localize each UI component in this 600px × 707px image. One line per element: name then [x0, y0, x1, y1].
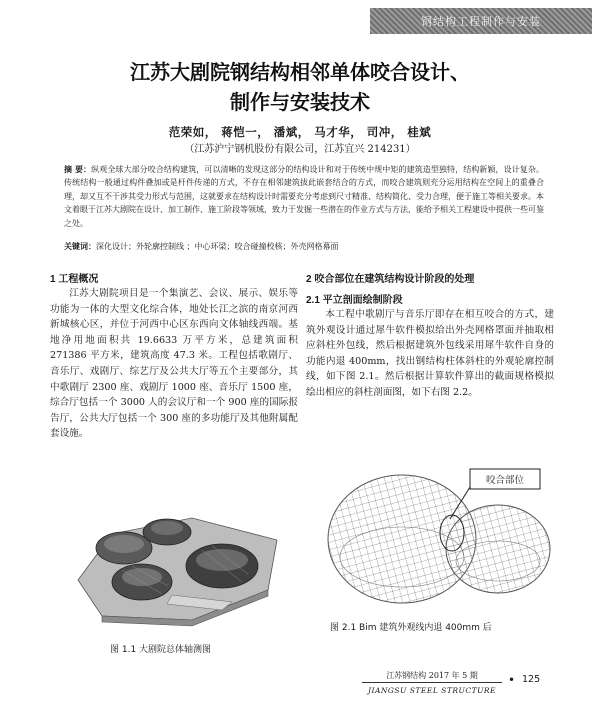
section-2-1-heading: 2.1 平立剖面绘制阶段 [306, 295, 403, 306]
abstract-text: 纵观全球大部分咬合结构建筑，可以清晰的发现这部分的结构设计和对于传统中规中矩的建筑造型独特，结构新颖，设计复杂。传统结构一般通过构件叠加或是杆件传递的方式，不存在相邻建筑拔此嵌套结合的方式，而咬合建筑则充分运用结构在空间上的重叠合理，却又互不干涉其受力形式与范围，这就要求在结构设计时需要充分考虑到尺寸精准、结构简化、受力合理，便于施工等相关要求。本文着眼于江苏大剧院在设计、加工制作、施工阶段等领域，致力于发掘一些潜在的作业方式与方法，能给予相关工程建设中提供一些可鉴之处。 [64, 165, 544, 228]
affiliation: （江苏沪宁钢机股份有限公司，江苏宜兴 214231） [184, 144, 416, 155]
footer-bullet: • [508, 673, 516, 687]
overlap-callout-label: 咬合部位 [485, 475, 524, 486]
abstract-label: 摘 要： [64, 165, 92, 174]
figure-2-1-image [320, 457, 552, 625]
footer-journal-english: JIANGSU STEEL STRUCTURE [367, 686, 497, 695]
section-2-heading: 2 咬合部位在建筑结构设计阶段的处理 [306, 274, 475, 285]
theater-axonometric-drawing [72, 470, 282, 628]
abstract [64, 163, 544, 230]
figure-2-1-caption: 图 2.1 Bim 建筑外观线内退 400mm 后 [330, 623, 492, 633]
title-line-2: 制作与安装技术 [230, 92, 370, 114]
section-1-paragraph: 江苏大剧院项目是一个集演艺、会议、展示、娱乐等功能为一体的大型文化综合体，地处长江之滨的南京河西新城核心区，并位于河西中心区东西向文体轴线西端。基地净用地面积共 19.6633 万平方米，总建筑面积 271386 平方米，建筑高度 47.3 米。工程包括歌剧厅、音乐厅、戏剧厅、综艺厅及公共大厅等五个主要部分，其中歌剧厅 2300 座、戏剧厅 1000 座、音乐厅 1500 座，综合厅包括一个 3000 人的会议厅和一个 900 座的国际报告厅，公共大厅包括一个 300 座的多功能厅及其他附属配套设施。 [50, 288, 298, 440]
title-line-1: 江苏大剧院钢结构相邻单体咬合设计、 [130, 62, 470, 84]
page-number: 125 [522, 674, 541, 685]
figure-1-1-caption: 图 1.1 大剧院总体轴测图 [110, 645, 212, 655]
footer-journal: 江苏钢结构 2017 年 5 期 [386, 671, 478, 680]
section-1-heading: 1 工程概况 [50, 274, 99, 285]
section-banner-text: 钢结构工程制作与安装 [421, 16, 541, 28]
keywords-text: 深化设计；外轮廓控制线 ；中心环梁；咬合碰撞校核；外壳网格幕面 [96, 242, 339, 251]
section-2-1-paragraph: 本工程中歌剧厅与音乐厅即存在相互咬合的方式，建筑外观设计通过犀牛软件模拟给出外壳网格罩面并抽取相应斜柱外包线，然后根据建筑外包线采用犀牛软件自身的功能内退 400mm，找出钢结构柱体斜柱的外观轮廓控制线，如下图 2.1。然后根据计算软件算出的截面规格模拟绘出相应的斜柱剖面图，如下右图 2.2。 [306, 309, 554, 398]
section-banner [370, 8, 592, 34]
keywords-label: 关键词： [64, 242, 96, 251]
footer-rule [362, 682, 502, 683]
keywords [64, 240, 544, 253]
authors: 范荣如， 蒋恺一， 潘斌， 马才华， 司冲， 桂斌 [168, 125, 432, 139]
article-title [0, 58, 600, 118]
figure-1-1-image [72, 470, 282, 628]
